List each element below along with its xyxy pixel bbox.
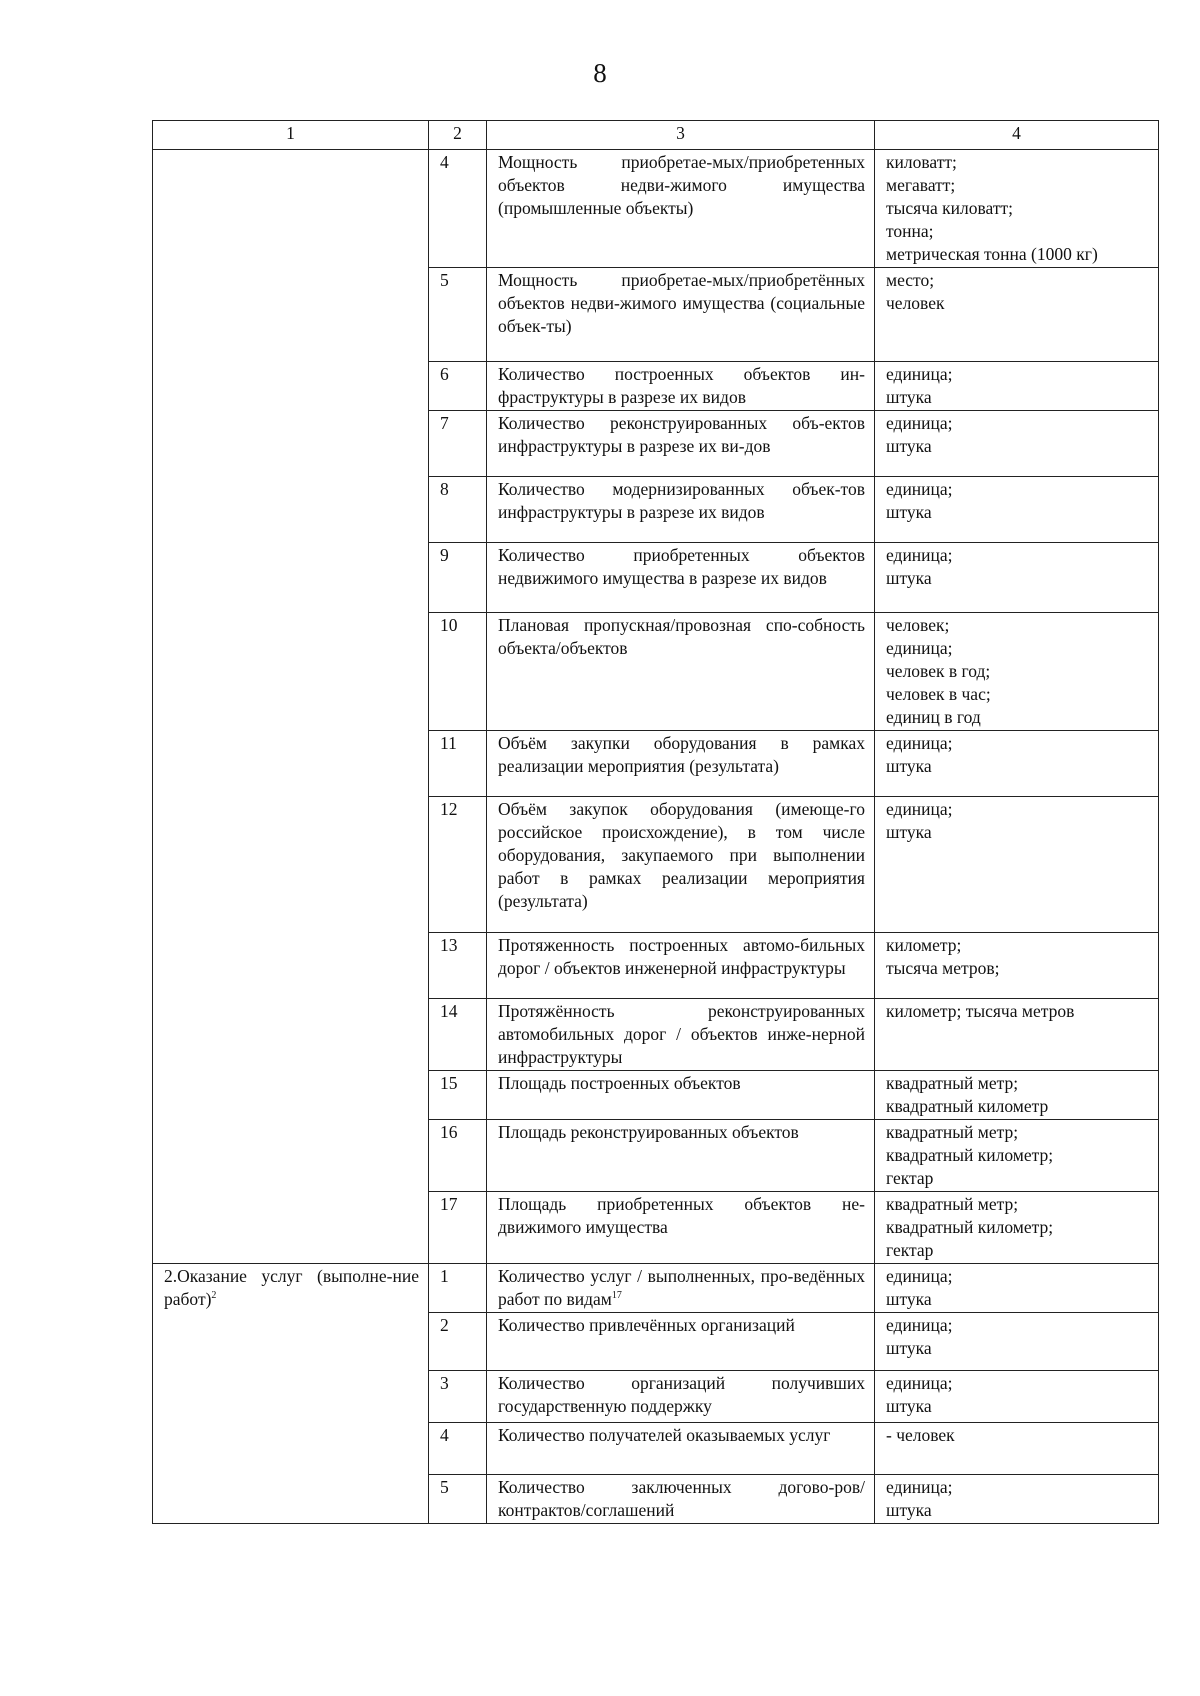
unit-of-measure: штука [886, 387, 932, 407]
unit-cell [875, 613, 1159, 731]
row-number: 1 [429, 1264, 487, 1313]
row-number: 4 [429, 150, 487, 268]
footnote-ref: 17 [611, 1290, 622, 1302]
indicator-name-cell [487, 1475, 875, 1524]
unit-of-measure: единица; [886, 638, 953, 658]
unit-of-measure: единица; [886, 733, 953, 753]
indicator-name-cell [487, 1423, 875, 1475]
unit-cell [875, 1071, 1159, 1120]
unit-of-measure: тысяча метров; [886, 958, 1000, 978]
unit-cell [875, 1120, 1159, 1192]
indicator-name: Количество заключенных догово-ров/контрактов/соглашений [498, 1477, 865, 1520]
row-number: 4 [429, 1423, 487, 1475]
page-number: 8 [593, 58, 607, 88]
unit-cell [875, 477, 1159, 543]
unit-of-measure: штука [886, 822, 932, 842]
indicator-name-cell [487, 1371, 875, 1423]
indicator-name-cell [487, 362, 875, 411]
indicator-name: Объём закупки оборудования в рамках реализации мероприятия (результата) [498, 733, 865, 776]
unit-of-measure: единица; [886, 364, 953, 384]
unit-cell [875, 362, 1159, 411]
unit-of-measure: единица; [886, 1477, 953, 1497]
header-row [153, 121, 1159, 150]
unit-of-measure: штука [886, 502, 932, 522]
unit-of-measure: - человек [886, 1425, 955, 1445]
unit-of-measure: квадратный метр; [886, 1194, 1019, 1214]
group-label-cell [153, 1264, 429, 1524]
indicator-name: Мощность приобретае-мых/приобретённых объектов недви-жимого имущества (социальные объек-ты) [498, 270, 865, 336]
indicator-name: Площадь реконструированных объектов [498, 1122, 799, 1142]
unit-of-measure: километр; [886, 935, 962, 955]
indicator-name: Количество построенных объектов ин-фраструктуры в разрезе их видов [498, 364, 865, 407]
indicator-name: Объём закупок оборудования (имеюще-го российское происхождение), в том числе оборудования, закупаемого при выполнении работ в рамках реализации мероприятия (результата) [498, 799, 865, 911]
unit-cell [875, 1192, 1159, 1264]
indicator-name-cell [487, 1120, 875, 1192]
unit-of-measure: единица; [886, 1373, 953, 1393]
unit-of-measure: квадратный метр; [886, 1122, 1019, 1142]
unit-cell [875, 268, 1159, 362]
indicator-name-cell [487, 411, 875, 477]
unit-of-measure: единица; [886, 545, 953, 565]
indicator-name: Количество модернизированных объек-тов инфраструктуры в разрезе их видов [498, 479, 865, 522]
indicator-name: Количество привлечённых организаций [498, 1315, 795, 1335]
table-body [153, 150, 1159, 1524]
row-number: 9 [429, 543, 487, 613]
indicator-name-cell [487, 613, 875, 731]
unit-of-measure: штука [886, 1500, 932, 1520]
column-header-3: 3 [487, 121, 875, 150]
unit-of-measure: место; [886, 270, 935, 290]
unit-of-measure: тонна; [886, 221, 934, 241]
unit-of-measure: квадратный километр; [886, 1145, 1054, 1165]
row-number: 10 [429, 613, 487, 731]
unit-cell [875, 1371, 1159, 1423]
group-label-cell [153, 150, 429, 1264]
unit-of-measure: штука [886, 756, 932, 776]
unit-cell [875, 150, 1159, 268]
unit-of-measure: единица; [886, 1266, 953, 1286]
unit-of-measure: метрическая тонна (1000 кг) [886, 244, 1098, 264]
indicator-name: Количество получателей оказываемых услуг [498, 1425, 831, 1445]
unit-cell [875, 411, 1159, 477]
unit-of-measure: единиц в год [886, 707, 981, 727]
row-number: 11 [429, 731, 487, 797]
row-number: 13 [429, 933, 487, 999]
indicator-name-cell [487, 1313, 875, 1371]
row-number: 16 [429, 1120, 487, 1192]
unit-of-measure: человек [886, 293, 945, 313]
row-number: 5 [429, 268, 487, 362]
table-row [153, 150, 1159, 268]
unit-of-measure: киловатт; [886, 152, 957, 172]
indicator-name-cell [487, 1264, 875, 1313]
unit-of-measure: квадратный километр; [886, 1217, 1054, 1237]
unit-of-measure: штука [886, 436, 932, 456]
group-footnote-ref: 2 [211, 1290, 217, 1302]
column-header-1: 1 [153, 121, 429, 150]
indicators-table [152, 120, 1159, 1524]
indicator-name-cell [487, 150, 875, 268]
indicator-name-cell [487, 797, 875, 933]
indicator-name: Количество услуг / выполненных, про-ведённых работ по видам [498, 1266, 865, 1309]
unit-of-measure: квадратный метр; [886, 1073, 1019, 1093]
indicator-name-cell [487, 999, 875, 1071]
indicator-name: Мощность приобретае-мых/приобретенных объектов недви-жимого имущества (промышленные объекты) [498, 152, 865, 218]
indicator-name-cell [487, 933, 875, 999]
unit-of-measure: гектар [886, 1168, 934, 1188]
unit-of-measure: человек; [886, 615, 950, 635]
row-number: 12 [429, 797, 487, 933]
column-header-4: 4 [875, 121, 1159, 150]
indicator-name-cell [487, 1192, 875, 1264]
group-label: 2.Оказание услуг (выполне-ние работ) [164, 1266, 419, 1309]
row-number: 3 [429, 1371, 487, 1423]
unit-of-measure: единица; [886, 413, 953, 433]
unit-of-measure: единица; [886, 799, 953, 819]
indicator-name: Площадь приобретенных объектов не-движимого имущества [498, 1194, 865, 1237]
unit-of-measure: квадратный километр [886, 1096, 1049, 1116]
unit-cell [875, 1423, 1159, 1475]
unit-of-measure: тысяча киловатт; [886, 198, 1014, 218]
unit-cell [875, 731, 1159, 797]
unit-cell [875, 1313, 1159, 1371]
table-row [153, 1264, 1159, 1313]
indicator-name: Протяженность построенных автомо-бильных дорог / объектов инженерной инфраструктуры [498, 935, 865, 978]
row-number: 2 [429, 1313, 487, 1371]
row-number: 5 [429, 1475, 487, 1524]
indicator-name-cell [487, 268, 875, 362]
unit-of-measure: гектар [886, 1240, 934, 1260]
unit-cell [875, 1475, 1159, 1524]
row-number: 15 [429, 1071, 487, 1120]
indicator-name: Площадь построенных объектов [498, 1073, 741, 1093]
unit-of-measure: километр; тысяча метров [886, 1001, 1075, 1021]
unit-of-measure: человек в час; [886, 684, 991, 704]
row-number: 8 [429, 477, 487, 543]
indicator-name: Плановая пропускная/провозная спо-собность объекта/объектов [498, 615, 865, 658]
indicator-name: Количество организаций получивших государственную поддержку [498, 1373, 865, 1416]
unit-of-measure: штука [886, 568, 932, 588]
unit-of-measure: единица; [886, 479, 953, 499]
row-number: 7 [429, 411, 487, 477]
row-number: 17 [429, 1192, 487, 1264]
indicator-name-cell [487, 1071, 875, 1120]
unit-cell [875, 797, 1159, 933]
unit-of-measure: единица; [886, 1315, 953, 1335]
unit-of-measure: штука [886, 1289, 932, 1309]
column-header-2: 2 [429, 121, 487, 150]
unit-cell [875, 933, 1159, 999]
unit-of-measure: штука [886, 1396, 932, 1416]
unit-of-measure: человек в год; [886, 661, 991, 681]
indicator-name: Протяжённость реконструированных автомобильных дорог / объектов инже-нерной инфраструктуры [498, 1001, 865, 1067]
indicator-name-cell [487, 543, 875, 613]
unit-of-measure: штука [886, 1338, 932, 1358]
indicator-name-cell [487, 477, 875, 543]
indicator-name: Количество приобретенных объектов недвижимого имущества в разрезе их видов [498, 545, 865, 588]
row-number: 6 [429, 362, 487, 411]
indicator-name-cell [487, 731, 875, 797]
row-number: 14 [429, 999, 487, 1071]
unit-cell [875, 543, 1159, 613]
unit-cell [875, 999, 1159, 1071]
indicator-name: Количество реконструированных объ-ектов инфраструктуры в разрезе их ви-дов [498, 413, 865, 456]
unit-of-measure: мегаватт; [886, 175, 956, 195]
unit-cell [875, 1264, 1159, 1313]
